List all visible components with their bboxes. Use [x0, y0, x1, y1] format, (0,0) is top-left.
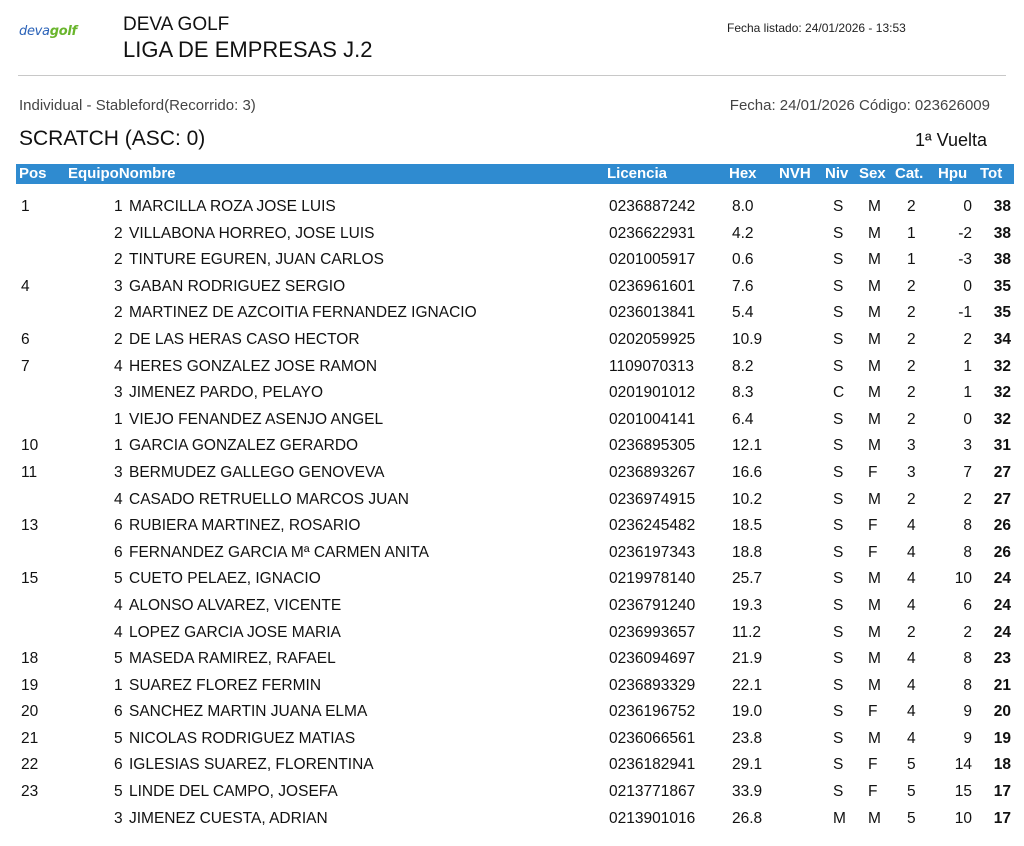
cell-cat: 2: [907, 490, 916, 508]
cell-licence: 0236791240: [609, 596, 696, 614]
cell-licence: 0201004141: [609, 410, 696, 428]
cell-licence: 0236182941: [609, 756, 696, 774]
cell-team: 5: [114, 650, 123, 668]
cell-tot: 26: [993, 543, 1011, 561]
cell-niv: S: [833, 676, 844, 694]
cell-hpu: -2: [958, 224, 972, 242]
table-row: [16, 193, 1014, 220]
cell-hpu: 0: [963, 198, 972, 215]
cell-pos: 18: [21, 650, 39, 668]
cell-hex: 8.3: [732, 384, 754, 402]
cell-hpu: 0: [963, 410, 972, 428]
cell-team: 2: [114, 330, 123, 348]
cell-cat: 2: [907, 198, 916, 215]
cell-licence: 0236066561: [609, 729, 696, 747]
cell-hex: 19.3: [732, 596, 763, 614]
cell-licence: 0236974915: [609, 490, 696, 508]
cell-niv: S: [833, 570, 844, 588]
cell-niv: S: [833, 650, 844, 668]
cell-player-name: HERES GONZALEZ JOSE RAMON: [129, 357, 378, 375]
cell-licence: 0236887242: [609, 198, 696, 215]
cell-cat: 4: [907, 517, 916, 535]
cell-pos: 11: [21, 463, 38, 481]
cell-licence: 0236197343: [609, 543, 696, 561]
cell-sex: M: [868, 570, 881, 588]
cell-hex: 19.0: [732, 703, 763, 721]
cell-tot: 32: [993, 410, 1011, 428]
cell-sex: F: [868, 517, 878, 535]
cell-team: 6: [114, 756, 123, 774]
cell-tot: 19: [993, 729, 1011, 747]
cell-cat: 1: [907, 224, 916, 242]
cell-hex: 8.2: [732, 357, 754, 375]
col-header-nvh: NVH: [779, 165, 811, 182]
cell-hpu: 1: [963, 384, 972, 402]
cell-tot: 26: [993, 517, 1011, 535]
cell-sex: M: [868, 650, 881, 668]
cell-hex: 5.4: [732, 304, 754, 322]
cell-hex: 4.2: [732, 224, 754, 242]
cell-cat: 1: [907, 251, 916, 269]
cell-hpu: 0: [963, 277, 972, 295]
cell-niv: S: [833, 357, 844, 375]
col-header-pos: Pos: [19, 165, 47, 182]
cell-sex: M: [868, 410, 881, 428]
cell-sex: F: [868, 783, 878, 801]
cell-player-name: JIMENEZ CUESTA, ADRIAN: [129, 809, 328, 827]
cell-hex: 12.1: [732, 437, 763, 455]
table-header: [16, 164, 1014, 184]
table-row: [16, 698, 1014, 725]
cell-niv: S: [833, 623, 844, 641]
cell-hex: 23.8: [732, 729, 763, 747]
cell-sex: M: [868, 437, 881, 455]
table-row: [16, 299, 1014, 326]
cell-niv: S: [833, 703, 844, 721]
cell-tot: 34: [993, 330, 1011, 348]
cell-licence: 1109070313: [609, 357, 695, 375]
cell-hpu: 8: [963, 517, 972, 535]
cell-hpu: 9: [963, 703, 972, 721]
cell-tot: 20: [993, 703, 1011, 721]
cell-player-name: SANCHEZ MARTIN JUANA ELMA: [129, 703, 368, 721]
cell-tot: 38: [993, 224, 1011, 242]
table-row: [16, 512, 1014, 539]
cell-player-name: GARCIA GONZALEZ GERARDO: [129, 437, 359, 455]
cell-pos: 1: [21, 198, 30, 215]
cell-team: 6: [114, 543, 123, 561]
table-row: [16, 459, 1014, 486]
cell-niv: S: [833, 543, 844, 561]
cell-hex: 10.9: [732, 330, 763, 348]
cell-cat: 2: [907, 357, 916, 375]
cell-niv: S: [833, 304, 844, 322]
cell-team: 6: [114, 703, 123, 721]
table-row: [16, 672, 1014, 699]
organization-name: DEVA GOLF: [123, 14, 230, 35]
cell-player-name: LOPEZ GARCIA JOSE MARIA: [129, 623, 341, 641]
cell-hex: 6.4: [732, 410, 754, 428]
cell-hex: 26.8: [732, 809, 763, 827]
table-row: [16, 246, 1014, 273]
cell-hex: 18.5: [732, 517, 763, 535]
cell-tot: 23: [993, 650, 1011, 668]
cell-niv: S: [833, 198, 844, 215]
table-row: [16, 273, 1014, 300]
cell-hex: 25.7: [732, 570, 763, 588]
col-header-licence: Licencia: [607, 165, 668, 182]
cell-team: 3: [114, 384, 123, 402]
cell-sex: M: [868, 623, 881, 641]
table-row: [16, 220, 1014, 247]
cell-pos: 7: [21, 357, 30, 375]
cell-cat: 4: [907, 703, 916, 721]
cell-player-name: CUETO PELAEZ, IGNACIO: [129, 570, 321, 588]
table-row: [16, 805, 1014, 832]
col-header-tot: Tot: [980, 165, 1003, 182]
cell-cat: 4: [907, 596, 916, 614]
logo-text-golf: golf: [49, 24, 77, 39]
table-row: [16, 565, 1014, 592]
cell-tot: 27: [993, 490, 1011, 508]
cell-hpu: -1: [958, 304, 972, 322]
deva-golf-logo: [19, 24, 77, 39]
cell-team: 4: [114, 490, 123, 508]
cell-cat: 2: [907, 410, 916, 428]
cell-pos: 20: [21, 703, 39, 721]
cell-player-name: JIMENEZ PARDO, PELAYO: [129, 384, 324, 402]
league-title: LIGA DE EMPRESAS J.2: [123, 37, 373, 62]
cell-cat: 2: [907, 623, 916, 641]
cell-sex: M: [868, 357, 881, 375]
category-title: SCRATCH (ASC: 0): [19, 127, 206, 150]
cell-player-name: NICOLAS RODRIGUEZ MATIAS: [129, 729, 356, 747]
cell-cat: 4: [907, 543, 916, 561]
cell-tot: 35: [993, 304, 1011, 322]
cell-team: 1: [114, 410, 123, 428]
cell-player-name: MARTINEZ DE AZCOITIA FERNANDEZ IGNACIO: [129, 304, 477, 322]
cell-tot: 38: [993, 251, 1011, 269]
cell-team: 4: [114, 623, 123, 641]
cell-niv: S: [833, 437, 844, 455]
cell-sex: M: [868, 384, 881, 402]
cell-licence: 0201901012: [609, 384, 696, 402]
cell-player-name: RUBIERA MARTINEZ, ROSARIO: [129, 517, 361, 535]
cell-niv: S: [833, 277, 844, 295]
list-date: Fecha listado: 24/01/2026 - 13:53: [727, 21, 906, 35]
cell-player-name: DE LAS HERAS CASO HECTOR: [129, 330, 360, 348]
cell-tot: 24: [993, 623, 1011, 641]
col-header-hpu: Hpu: [938, 165, 968, 182]
cell-hpu: 2: [963, 490, 972, 508]
cell-tot: 24: [993, 570, 1011, 588]
cell-licence: 0236961601: [609, 277, 696, 295]
cell-team: 1: [114, 676, 123, 694]
cell-sex: M: [868, 251, 881, 269]
table-row: [16, 645, 1014, 672]
cell-team: 6: [114, 517, 123, 535]
cell-tot: 38: [993, 198, 1011, 215]
table-row: [16, 619, 1014, 646]
table-row: [16, 379, 1014, 406]
cell-team: 3: [114, 277, 123, 295]
cell-licence: 0236893267: [609, 463, 696, 481]
cell-tot: 17: [993, 783, 1011, 801]
cell-hpu: 10: [954, 570, 972, 588]
logo-text-deva: deva: [19, 24, 50, 39]
cell-sex: F: [868, 543, 878, 561]
cell-niv: C: [833, 384, 845, 402]
cell-tot: 35: [993, 277, 1011, 295]
cell-cat: 5: [907, 783, 916, 801]
cell-niv: S: [833, 251, 844, 269]
cell-player-name: CASADO RETRUELLO MARCOS JUAN: [129, 490, 409, 508]
cell-niv: S: [833, 330, 844, 348]
cell-sex: M: [868, 330, 881, 348]
cell-licence: 0236094697: [609, 650, 696, 668]
cell-pos: 19: [21, 676, 39, 694]
round-label: 1ª Vuelta: [914, 130, 987, 150]
cell-hpu: 15: [954, 783, 972, 801]
cell-sex: M: [868, 729, 881, 747]
cell-cat: 2: [907, 330, 916, 348]
cell-sex: M: [868, 304, 881, 322]
competition-format: Individual - Stableford(Recorrido: 3): [19, 97, 256, 114]
cell-niv: S: [833, 783, 844, 801]
cell-player-name: SUAREZ FLOREZ FERMIN: [129, 676, 322, 694]
cell-licence: 0219978140: [609, 570, 696, 588]
table-row: [16, 326, 1014, 353]
cell-hex: 8.0: [732, 198, 754, 215]
cell-hex: 10.2: [732, 490, 763, 508]
cell-team: 5: [114, 783, 123, 801]
table-row: [16, 751, 1014, 778]
cell-hpu: 8: [963, 676, 972, 694]
cell-hex: 18.8: [732, 543, 763, 561]
cell-cat: 2: [907, 277, 916, 295]
col-header-hex: Hex: [729, 165, 757, 182]
cell-niv: S: [833, 224, 844, 242]
cell-team: 1: [114, 198, 123, 215]
cell-cat: 4: [907, 729, 916, 747]
cell-licence: 0236893329: [609, 676, 696, 694]
date-code: Fecha: 24/01/2026 Código: 023626009: [729, 97, 990, 114]
cell-sex: M: [868, 490, 881, 508]
cell-team: 2: [114, 304, 123, 322]
cell-cat: 3: [907, 437, 916, 455]
cell-team: 3: [114, 463, 123, 481]
table-row: [16, 778, 1014, 805]
cell-sex: F: [868, 756, 878, 774]
results-table: [16, 193, 1014, 831]
cell-cat: 4: [907, 650, 916, 668]
cell-hpu: 3: [963, 437, 972, 455]
cell-sex: F: [868, 703, 878, 721]
cell-player-name: ALONSO ALVAREZ, VICENTE: [129, 596, 342, 614]
cell-tot: 27: [993, 463, 1011, 481]
cell-hpu: 9: [963, 729, 972, 747]
cell-niv: S: [833, 729, 844, 747]
cell-licence: 0236895305: [609, 437, 696, 455]
cell-hpu: 2: [963, 330, 972, 348]
cell-hex: 21.9: [732, 650, 763, 668]
cell-team: 3: [114, 809, 123, 827]
table-row: [16, 539, 1014, 566]
cell-tot: 21: [993, 676, 1011, 694]
table-row: [16, 432, 1014, 459]
cell-licence: 0236196752: [609, 703, 696, 721]
cell-hex: 29.1: [732, 756, 763, 774]
cell-team: 1: [114, 437, 123, 455]
col-header-cat: Cat.: [895, 165, 924, 182]
cell-player-name: VILLABONA HORREO, JOSE LUIS: [129, 224, 375, 242]
cell-licence: 0236245482: [609, 517, 696, 535]
cell-niv: S: [833, 410, 844, 428]
table-row: [16, 592, 1014, 619]
cell-hpu: 8: [963, 543, 972, 561]
cell-tot: 32: [993, 384, 1011, 402]
cell-hpu: 8: [963, 650, 972, 668]
cell-tot: 31: [993, 437, 1011, 455]
col-header-team-name: EquipoNombre: [68, 165, 176, 182]
cell-tot: 24: [993, 596, 1011, 614]
cell-team: 4: [114, 357, 123, 375]
cell-hpu: -3: [958, 251, 972, 269]
cell-team: 5: [114, 570, 123, 588]
cell-niv: S: [833, 463, 844, 481]
cell-hpu: 1: [963, 357, 972, 375]
col-header-sex: Sex: [859, 165, 886, 182]
cell-tot: 17: [993, 809, 1011, 827]
cell-player-name: GABAN RODRIGUEZ SERGIO: [129, 277, 346, 295]
cell-player-name: LINDE DEL CAMPO, JOSEFA: [129, 783, 338, 801]
cell-cat: 2: [907, 304, 916, 322]
cell-sex: F: [868, 463, 878, 481]
cell-hex: 11.2: [732, 623, 762, 641]
table-row: [16, 406, 1014, 433]
cell-hex: 0.6: [732, 251, 754, 269]
cell-sex: M: [868, 277, 881, 295]
cell-sex: M: [868, 224, 881, 242]
cell-tot: 32: [993, 357, 1011, 375]
cell-niv: S: [833, 756, 844, 774]
cell-pos: 15: [21, 570, 39, 588]
cell-hex: 7.6: [732, 277, 754, 295]
cell-licence: 0213771867: [609, 783, 696, 801]
cell-sex: M: [868, 809, 881, 827]
cell-hex: 16.6: [732, 463, 763, 481]
cell-player-name: VIEJO FENANDEZ ASENJO ANGEL: [129, 410, 384, 428]
cell-cat: 5: [907, 809, 916, 827]
cell-player-name: FERNANDEZ GARCIA Mª CARMEN ANITA: [129, 543, 429, 561]
header-divider: [18, 75, 1006, 76]
cell-licence: 0201005917: [609, 251, 696, 269]
cell-player-name: TINTURE EGUREN, JUAN CARLOS: [129, 251, 384, 269]
cell-hex: 22.1: [732, 676, 763, 694]
cell-niv: M: [833, 809, 846, 827]
cell-hpu: 6: [963, 596, 972, 614]
cell-sex: M: [868, 198, 881, 215]
cell-pos: 22: [21, 756, 39, 774]
cell-cat: 5: [907, 756, 916, 774]
cell-cat: 3: [907, 463, 916, 481]
cell-team: 4: [114, 596, 123, 614]
cell-sex: M: [868, 676, 881, 694]
cell-hex: 33.9: [732, 783, 763, 801]
cell-team: 5: [114, 729, 123, 747]
cell-pos: 23: [21, 783, 39, 801]
cell-pos: 21: [21, 729, 39, 747]
cell-niv: S: [833, 490, 844, 508]
cell-cat: 4: [907, 570, 916, 588]
cell-player-name: IGLESIAS SUAREZ, FLORENTINA: [129, 756, 374, 774]
cell-pos: 4: [21, 277, 30, 295]
cell-licence: 0236993657: [609, 623, 696, 641]
cell-niv: S: [833, 596, 844, 614]
col-header-niv: Niv: [825, 165, 849, 182]
cell-hpu: 2: [963, 623, 972, 641]
cell-licence: 0202059925: [609, 330, 696, 348]
cell-player-name: MASEDA RAMIREZ, RAFAEL: [129, 650, 336, 668]
cell-pos: 10: [21, 437, 39, 455]
cell-niv: S: [833, 517, 844, 535]
cell-player-name: MARCILLA ROZA JOSE LUIS: [129, 198, 336, 215]
cell-hpu: 10: [954, 809, 972, 827]
cell-licence: 0213901016: [609, 809, 696, 827]
cell-hpu: 7: [963, 463, 972, 481]
cell-cat: 4: [907, 676, 916, 694]
cell-player-name: BERMUDEZ GALLEGO GENOVEVA: [129, 463, 385, 481]
cell-team: 2: [114, 224, 123, 242]
cell-team: 2: [114, 251, 123, 269]
cell-pos: 13: [21, 517, 39, 535]
table-row: [16, 486, 1014, 513]
table-row: [16, 353, 1014, 380]
cell-licence: 0236013841: [609, 304, 696, 322]
cell-licence: 0236622931: [609, 224, 696, 242]
cell-pos: 6: [21, 330, 30, 348]
cell-tot: 18: [993, 756, 1011, 774]
cell-cat: 2: [907, 384, 916, 402]
cell-hpu: 14: [954, 756, 972, 774]
table-row: [16, 725, 1014, 752]
cell-sex: M: [868, 596, 881, 614]
